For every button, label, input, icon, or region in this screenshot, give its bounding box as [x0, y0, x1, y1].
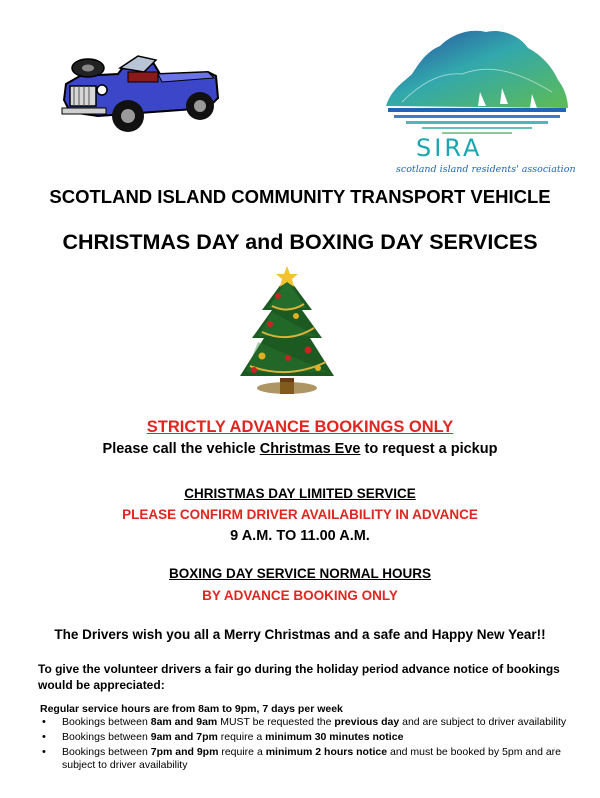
call-instruction-after: to request a pickup [360, 441, 498, 457]
rule-text: Bookings between [62, 730, 151, 743]
call-instruction [0, 441, 600, 457]
greeting-text: The Drivers wish you all a Merry Christmas and a safe and Happy New Year!! [54, 627, 546, 642]
list-item [40, 716, 575, 730]
list-item [40, 746, 575, 774]
rule-requirement: minimum 2 hours notice [265, 745, 388, 758]
rule-text: Bookings between [62, 745, 151, 758]
christmas-day-notice: PLEASE CONFIRM DRIVER AVAILABILITY IN ADVANCE [122, 507, 478, 522]
rule-text: Bookings between [62, 716, 151, 728]
sira-logo-tagline: scotland island residents' association [396, 164, 576, 175]
rule-requirement: previous day [334, 716, 400, 728]
boxing-day-notice: BY ADVANCE BOOKING ONLY [202, 588, 398, 603]
car-clipart-icon [58, 46, 223, 138]
christmas-day-hours: 9 A.M. TO 11.00 A.M. [230, 528, 370, 544]
rule-time-range: 7pm and 9pm [150, 745, 219, 758]
rule-text: MUST be requested the [217, 716, 335, 728]
rule-text: and must be booked by 5pm and are subject to driver availability [62, 745, 562, 772]
christmas-eve-text: Christmas Eve [259, 441, 361, 457]
regular-hours-text: Regular service hours are from 8am to 9pm, 7 days per week [40, 703, 343, 715]
island-mountain-icon [382, 22, 572, 140]
notice-paragraph: To give the volunteer drivers a fair go during the holiday period advance notice of bookings would be appreciated: [38, 662, 560, 692]
sira-logo [382, 22, 576, 178]
christmas-day-heading: CHRISTMAS DAY LIMITED SERVICE [184, 486, 416, 501]
rule-text: require a [218, 745, 266, 758]
page-subtitle: CHRISTMAS DAY and BOXING DAY SERVICES [62, 230, 538, 254]
rule-text: and are subject to driver availability [399, 716, 567, 728]
rule-time-range: 8am and 9am [150, 716, 218, 728]
rule-time-range: 9am and 7pm [150, 730, 218, 743]
advance-bookings-heading: STRICTLY ADVANCE BOOKINGS ONLY [146, 418, 454, 436]
rule-text: require a [217, 730, 266, 743]
sira-logo-name: SIRA [416, 134, 483, 162]
christmas-tree-icon [228, 266, 346, 398]
boxing-day-heading: BOXING DAY SERVICE NORMAL HOURS [168, 566, 432, 581]
rule-requirement: minimum 30 minutes notice [265, 730, 404, 743]
booking-rules-list [40, 716, 575, 774]
page-title: SCOTLAND ISLAND COMMUNITY TRANSPORT VEHICLE [49, 186, 551, 207]
call-instruction-before: Please call the vehicle [102, 441, 260, 457]
list-item [40, 731, 575, 745]
